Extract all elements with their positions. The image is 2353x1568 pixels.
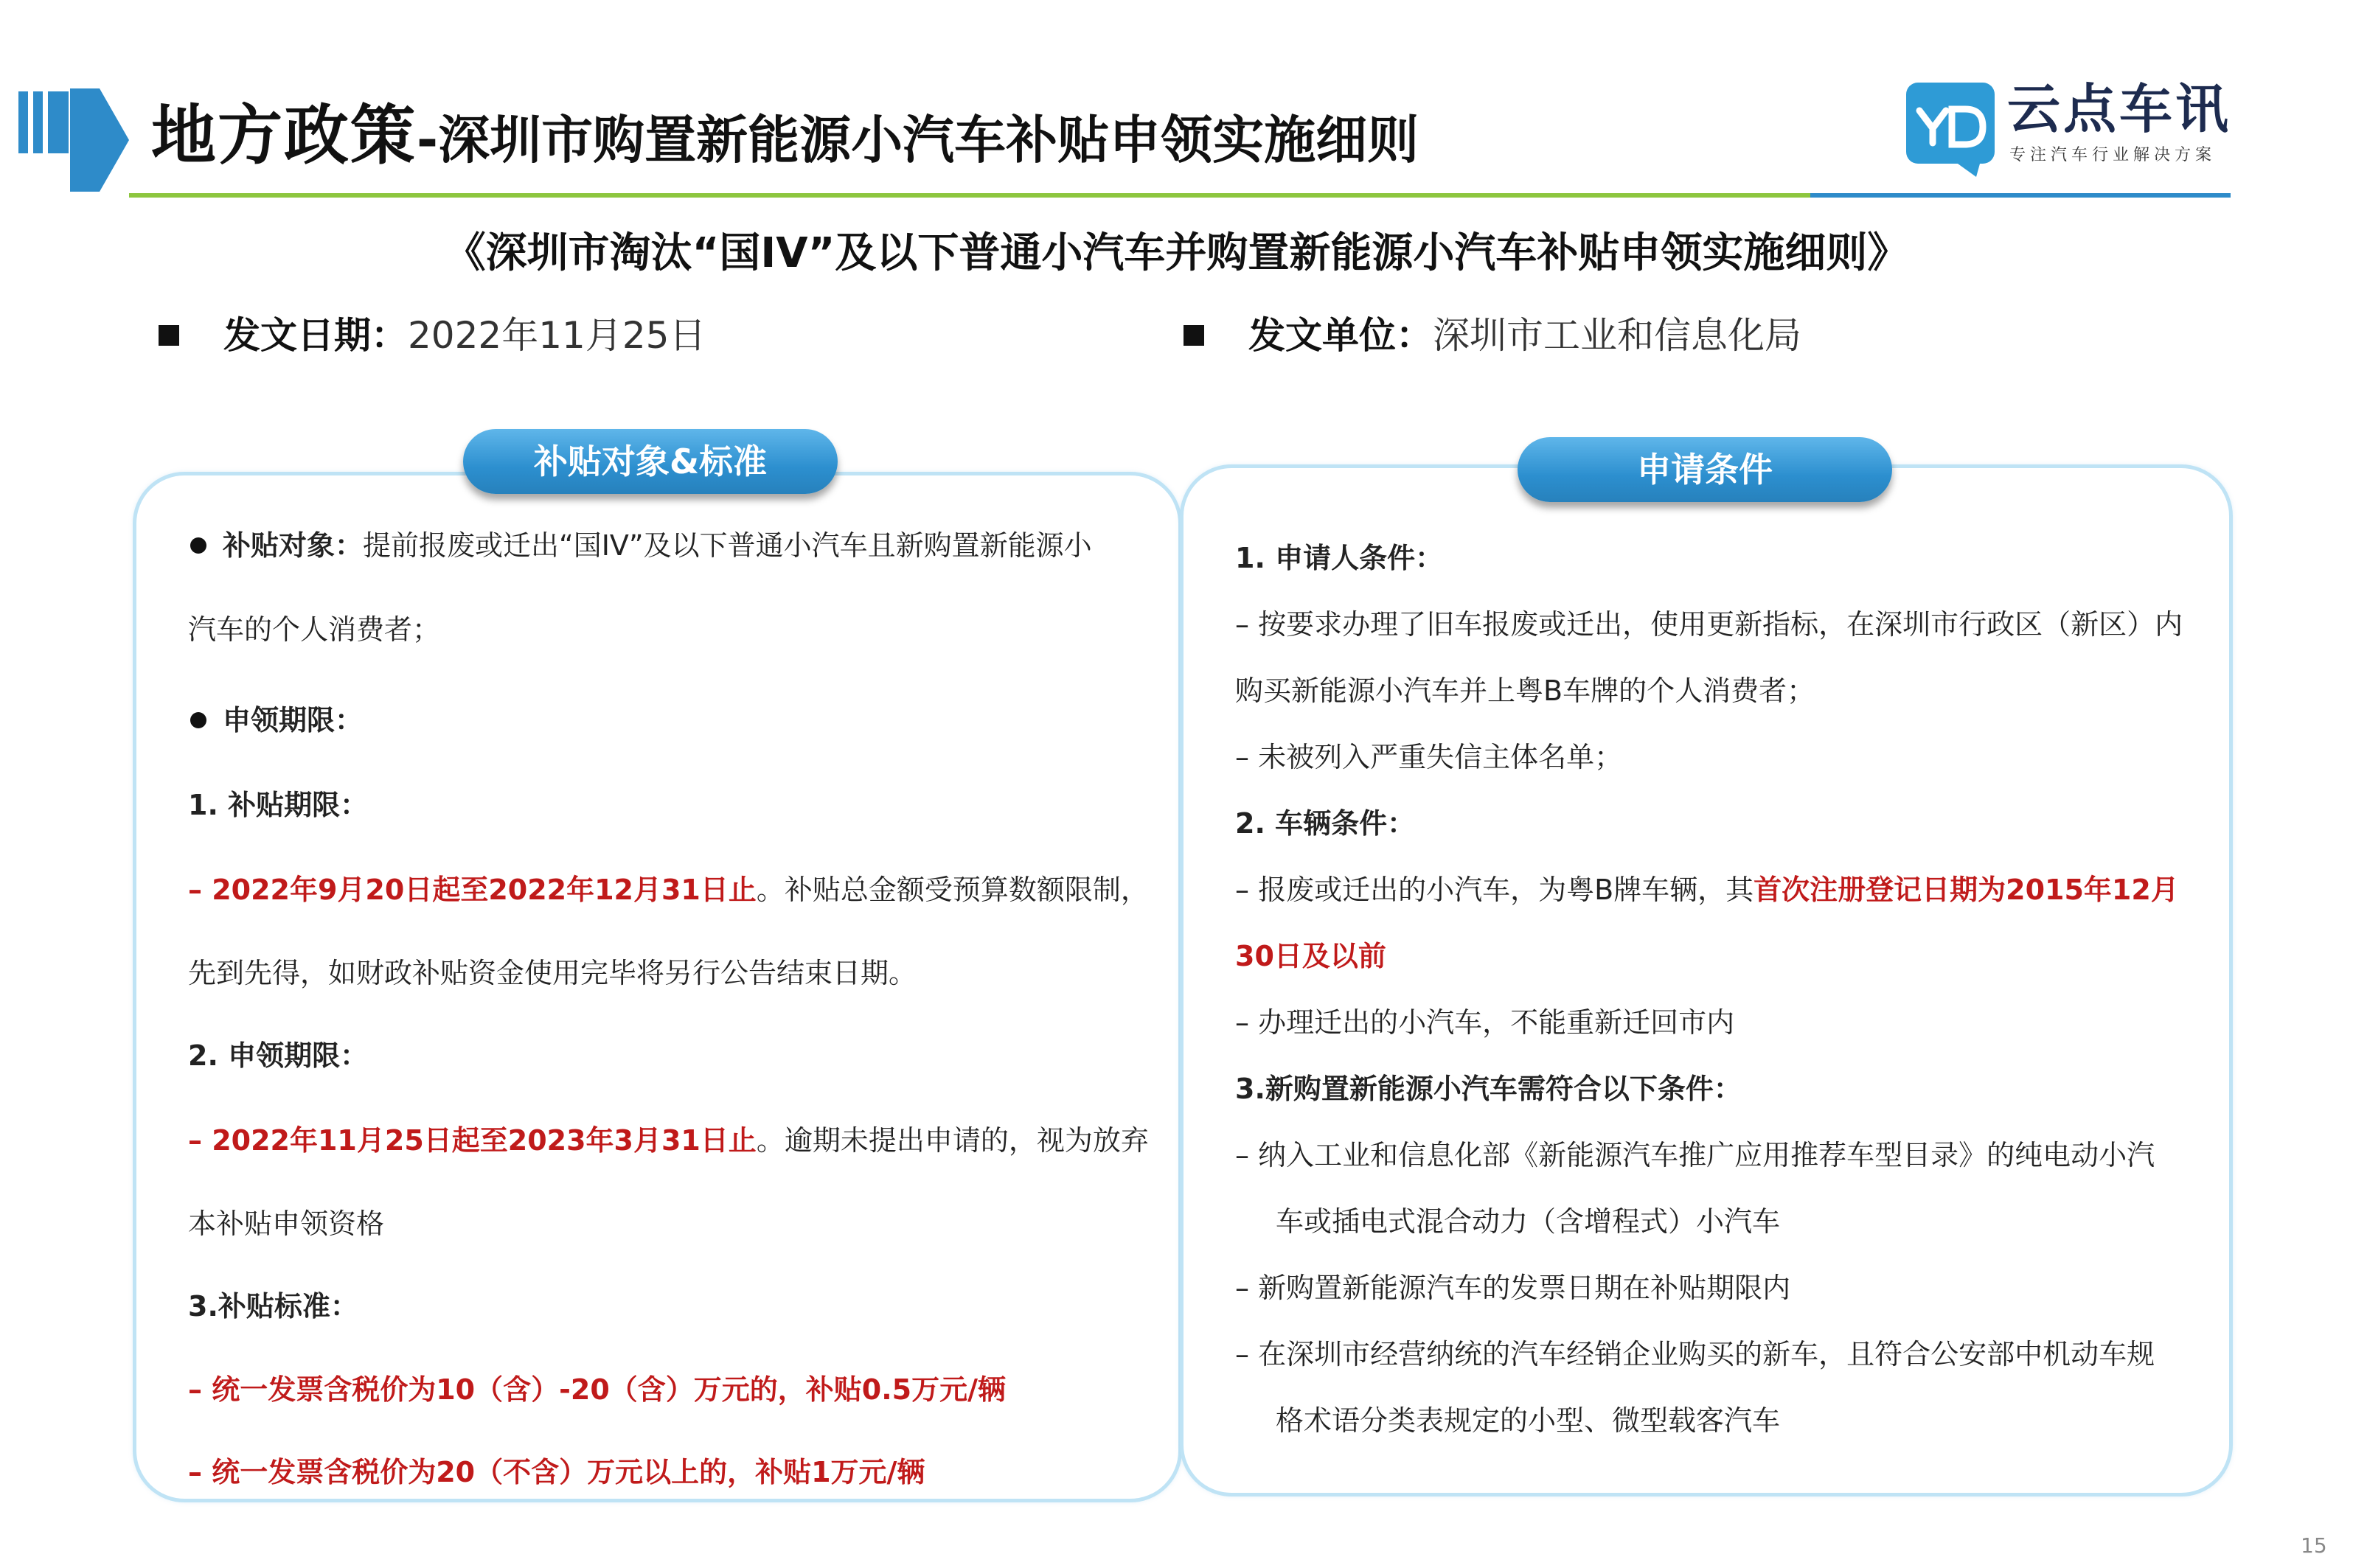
subsidy-period-heading: 1. 补贴期限： — [188, 789, 369, 821]
vehicle-condition-1 — [1235, 874, 2179, 907]
page-number: 15 — [2301, 1533, 2327, 1558]
issuer — [1184, 313, 1801, 358]
bullet-dot-icon — [190, 712, 206, 728]
subsidy-period-dates: – 2022年9月20日起至2022年12月31日止 — [188, 874, 757, 906]
new-car-condition-1: – 纳入工业和信息化部《新能源汽车推广应用推荐车型目录》的纯电动小汽 — [1235, 1139, 2155, 1171]
application-period-heading: 申领期限： — [190, 704, 363, 738]
header-chevron-icon — [70, 88, 129, 192]
header-bar-3 — [48, 91, 69, 153]
new-car-condition-2: – 新购置新能源汽车的发票日期在补贴期限内 — [1235, 1272, 1791, 1304]
document-title: 《深圳市淘汰“国IV”及以下普通小汽车并购置新能源小汽车补贴申领实施细则》 — [444, 229, 1909, 277]
subsidy-standard-heading: 3.补贴标准： — [188, 1290, 358, 1323]
header-bar-2 — [33, 91, 43, 153]
subsidy-target-text: 提前报废或迁出“国IV”及以下普通小汽车且新购置新能源小 — [363, 529, 1092, 562]
issuer-value: 深圳市工业和信息化局 — [1433, 314, 1801, 357]
subsidy-period — [188, 874, 1149, 907]
subsidy-target — [190, 529, 1092, 563]
left-panel-heading: 补贴对象&标准 — [463, 429, 838, 494]
bullet-square-icon — [159, 325, 179, 346]
applicant-condition-2: – 未被列入严重失信主体名单； — [1235, 741, 1623, 773]
logo-name: 云点车讯 — [2007, 78, 2232, 140]
issue-date-value: 2022年11月25日 — [408, 314, 706, 357]
vehicle-condition-1-text: – 报废或迁出的小汽车，为粤B牌车辆，其 — [1235, 874, 1754, 906]
new-car-heading: 3.新购置新能源小汽车需符合以下条件： — [1235, 1073, 1742, 1105]
logo-tagline: 专注汽车行业解决方案 — [2009, 146, 2217, 164]
subsidy-standard-1: – 统一发票含税价为10（含）-20（含）万元的，补贴0.5万元/辆 — [188, 1373, 1006, 1406]
apply-period-dates: – 2022年11月25日起至2023年3月31日止 — [188, 1124, 757, 1157]
page-title-rest: -深圳市购置新能源小汽车补贴申领实施细则 — [417, 110, 1419, 170]
bullet-square-icon — [1184, 325, 1204, 346]
issue-date-label: 发文日期： — [223, 314, 408, 357]
subsidy-target-label: 补贴对象： — [223, 529, 364, 562]
issue-date — [159, 313, 706, 358]
new-car-condition-3: – 在深圳市经营纳统的汽车经销企业购买的新车，且符合公安部中机动车规 — [1235, 1338, 2155, 1370]
vehicle-heading: 2. 车辆条件： — [1235, 807, 1416, 840]
issuer-label: 发文单位： — [1248, 314, 1433, 357]
page-title — [151, 97, 1419, 173]
page-title-main: 地方政策 — [151, 97, 417, 173]
bullet-dot-icon — [190, 537, 206, 554]
apply-period-heading: 2. 申领期限： — [188, 1039, 369, 1072]
vehicle-condition-1-date: 首次注册登记日期为2015年12月 — [1754, 874, 2179, 906]
subsidy-period-note: 。补贴总金额受预算数额限制， — [756, 874, 1149, 906]
subsidy-target-cont: 汽车的个人消费者； — [188, 613, 441, 646]
vehicle-condition-1-date-cont: 30日及以前 — [1235, 940, 1386, 972]
right-panel-heading: 申请条件 — [1518, 437, 1892, 502]
apply-period-cont: 本补贴申领资格 — [188, 1208, 385, 1240]
apply-period-note: 。逾期未提出申请的，视为放弃 — [756, 1124, 1149, 1157]
new-car-condition-1-cont: 车或插电式混合动力（含增程式）小汽车 — [1276, 1205, 1781, 1238]
header-bar-1 — [18, 91, 28, 153]
logo-icon — [1906, 83, 1995, 164]
applicant-condition-1: – 按要求办理了旧车报废或迁出，使用更新指标，在深圳市行政区（新区）内 — [1235, 608, 2183, 641]
new-car-condition-3-cont: 格术语分类表规定的小型、微型载客汽车 — [1276, 1404, 1781, 1437]
header-divider — [129, 193, 2231, 198]
apply-period — [188, 1124, 1149, 1158]
applicant-heading: 1. 申请人条件： — [1235, 542, 1444, 574]
applicant-condition-1-cont: 购买新能源小汽车并上粤B车牌的个人消费者； — [1235, 675, 1815, 707]
subsidy-standard-2: – 统一发票含税价为20（不含）万元以上的，补贴1万元/辆 — [188, 1456, 925, 1488]
subsidy-period-cont: 先到先得，如财政补贴资金使用完毕将另行公告结束日期。 — [188, 957, 917, 989]
vehicle-condition-2: – 办理迁出的小汽车，不能重新迁回市内 — [1235, 1006, 1735, 1039]
